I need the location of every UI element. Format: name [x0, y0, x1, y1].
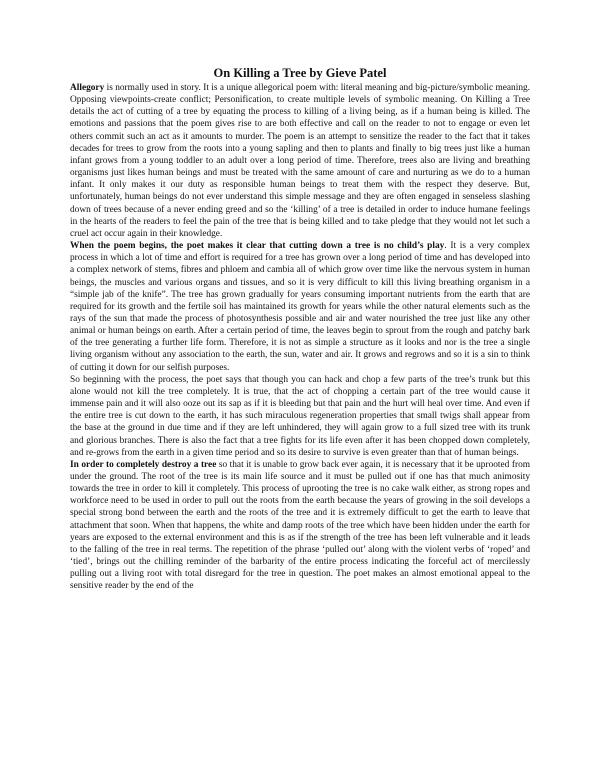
paragraph-uprooting	[70, 459, 530, 593]
paragraph-lead: When the poem begins, the poet makes it clear that cutting down a tree is no child’s play	[70, 241, 445, 252]
paragraph-body: is normally used in story. It is a unique allegorical poem with: literal meaning and big-picture/symbolic meaning. Opposing viewpoints-create conflict; Personification, to create multiple levels of symbolic meaning. On Killing a Tree details the act of cutting of a tree by equating the process to killing of a living being, as if a human being is killed. The emotions and passions that the poem gives rise to are both effective and call on the reader to not to engage or even let others commit such an act as it amounts to murder. The poem is an attempt to sensitize the reader to the fact that it takes decades for trees to grow from the roots into a young sapling and then to plants and finally to big trees just like a human infant grows from a young toddler to an adult over a long period of time. Therefore, trees also are living and breathing organisms just likes human beings and must be treated with the same amount of care and nurturing as we do to a human infant. It only makes it our duty as responsible human beings to treat them with the respect they deserve. But, unfortunately, human beings do not ever understand this simple message and they are often engaged in senseless slashing down of trees because of a never ending greed and so the ‘killing’ of a tree is detailed in order to induce humane feelings in the hearts of the readers to feel the pain of the tree that is being killed and to take pledge that they would not let such a cruel act occur again in their knowledge.	[70, 83, 530, 239]
paragraph-body: so that it is unable to grow back ever again, it is necessary that it be uprooted from under the ground. The root of the tree is its main life source and it must be pulled out if one has that much animosity towards the tree in order to kill it completely. This process of uprooting the tree is no cake walk either, as strong ropes and workforce need to be used in order to pull out the roots from the earth because the years of growing in the soil develops a special strong bond between the earth and the roots of the tree and it is extremely difficult to get the earth to leave that attachment that soon. When that happens, the white and damp roots of the tree which have been hidden under the earth for years are exposed to the external environment and this is as if the strength of the tree has been left vulnerable and it leads to the falling of the tree in real terms. The repetition of the phrase ‘pulled out’ along with the violent verbs of ‘roped’ and ‘tied’, brings out the chilling reminder of the barbarity of the entire process indicating the forceful act of mercilessly pulling out a living root with total disregard for the tree in question. The poet makes an almost emotional appeal to the sensitive reader by the end of the	[70, 459, 531, 592]
paragraph-allegory	[70, 82, 530, 240]
paragraph-lead: In order to completely destroy a tree	[70, 459, 217, 470]
document-page	[70, 66, 530, 593]
paragraph-hack-and-chop	[70, 374, 530, 459]
paragraph-lead: Allegory	[70, 83, 105, 93]
paragraph-body: . It is a very complex process in which a lot of time and effort is required for a tree has grown over a long period of time and has developed into a complex network of stems, fibres and phloem and cambia all of which grow over time like the nervous system in human beings, the muscles and various organs and tissues, and so it is very difficult to kill this living breathing organism in a “simple jab of the knife”. The tree has grown gradually for years consuming important nutrients from the earth that are required for its growth and the fertile soil has maintained its growth for years while the other natural elements such as the rays of the sun that made the process of photosynthesis possible and air and water nourished the tree just like any other animal or human beings on earth. After a certain period of time, the leaves begin to sprout from the rough and patchy bark of the tree generating a further life form. Therefore, it is not as simple a structure as it looks and nor is the tree a single living organism without any association to the earth, the sun, water and air. It grows and regrows and so it is a sin to think of cutting it down for our selfish purposes.	[70, 241, 530, 373]
paragraph-body: So beginning with the process, the poet says that though you can hack and chop a few parts of the tree’s trunk but this alone would not kill the tree completely. It is true, that the act of chopping a certain part of the tree would cause it immense pain and it will also ooze out its sap as if it is bleeding but that pain and the hurt will heal over time. And even if the entire tree is cut down to the earth, it has such miraculous regeneration properties that small twigs shall appear from the base at the ground in due time and if they are left unhindered, they will again grow to a full sized tree with its trunk and glorious branches. There is also the fact that a tree fights for its life even after it has been chopped down completely, and re-grows from the earth in a given time period and so its desire to survive is even greater than that of human beings.	[70, 374, 530, 458]
document-title: On Killing a Tree by Gieve Patel	[213, 66, 387, 80]
paragraph-poem-begins	[70, 240, 530, 374]
